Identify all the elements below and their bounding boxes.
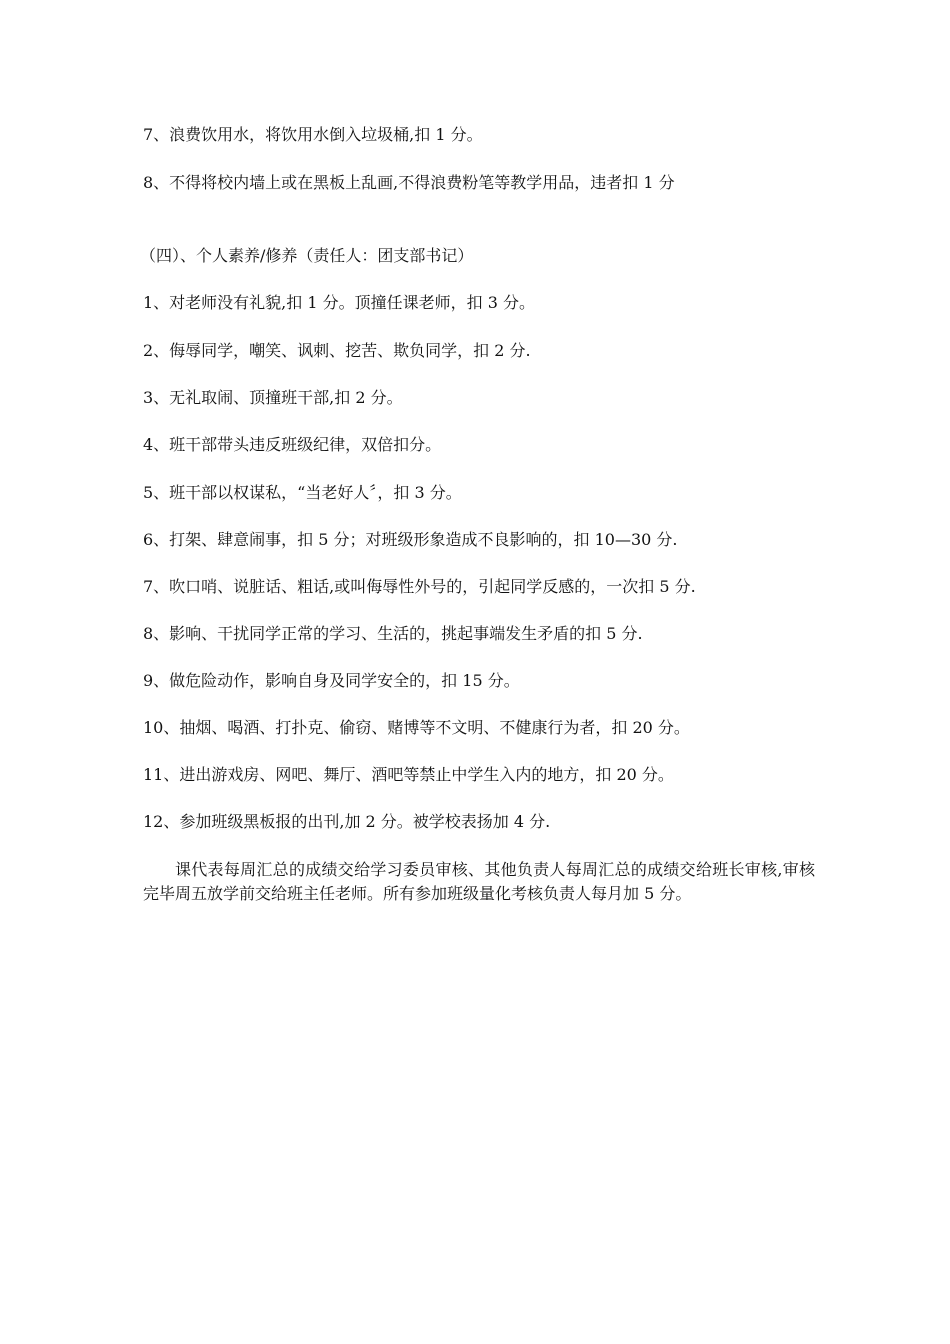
rule-item-8: 8、影响、干扰同学正常的学习、生活的，挑起事端发生矛盾的扣 5 分. <box>143 624 643 643</box>
rule-item-11: 11、进出游戏房、网吧、舞厅、酒吧等禁止中学生入内的地方，扣 20 分。 <box>143 765 674 784</box>
rule-item-12: 12、参加班级黑板报的出刊,加 2 分。被学校表扬加 4 分. <box>143 812 551 831</box>
rule-item-2: 2、侮辱同学，嘲笑、讽刺、挖苦、欺负同学，扣 2 分. <box>143 341 531 360</box>
rule-item-3: 3、无礼取闹、顶撞班干部,扣 2 分。 <box>143 388 403 407</box>
rule-item-1: 1、对老师没有礼貌,扣 1 分。顶撞任课老师，扣 3 分。 <box>143 293 535 312</box>
rule-item-4: 4、班干部带头违反班级纪律，双倍扣分。 <box>143 435 442 454</box>
rule-item-6: 6、打架、肆意闹事，扣 5 分；对班级形象造成不良影响的，扣 10—30 分. <box>143 530 678 549</box>
summary-paragraph: 课代表每周汇总的成绩交给学习委员审核、其他负责人每周汇总的成绩交给班长审核,审核完毕周五放学前交给班主任老师。所有参加班级量化考核负责人每月加 5 分。 <box>143 860 815 903</box>
rule-item-prev-7: 7、浪费饮用水，将饮用水倒入垃圾桶,扣 1 分。 <box>143 125 483 144</box>
rule-item-prev-8: 8、不得将校内墙上或在黑板上乱画,不得浪费粉笔等教学用品，违者扣 1 分 <box>143 173 675 192</box>
rule-item-7: 7、吹口哨、说脏话、粗话,或叫侮辱性外号的，引起同学反感的，一次扣 5 分. <box>143 577 696 596</box>
rule-item-9: 9、做危险动作，影响自身及同学安全的，扣 15 分。 <box>143 671 520 690</box>
rule-item-10: 10、抽烟、喝酒、打扑克、偷窃、赌博等不文明、不健康行为者，扣 20 分。 <box>143 718 690 737</box>
rule-item-5: 5、班干部以权谋私，“当老好人〞，扣 3 分。 <box>143 483 462 502</box>
section-title: （四）、个人素养/修养（责任人：团支部书记） <box>140 246 474 265</box>
